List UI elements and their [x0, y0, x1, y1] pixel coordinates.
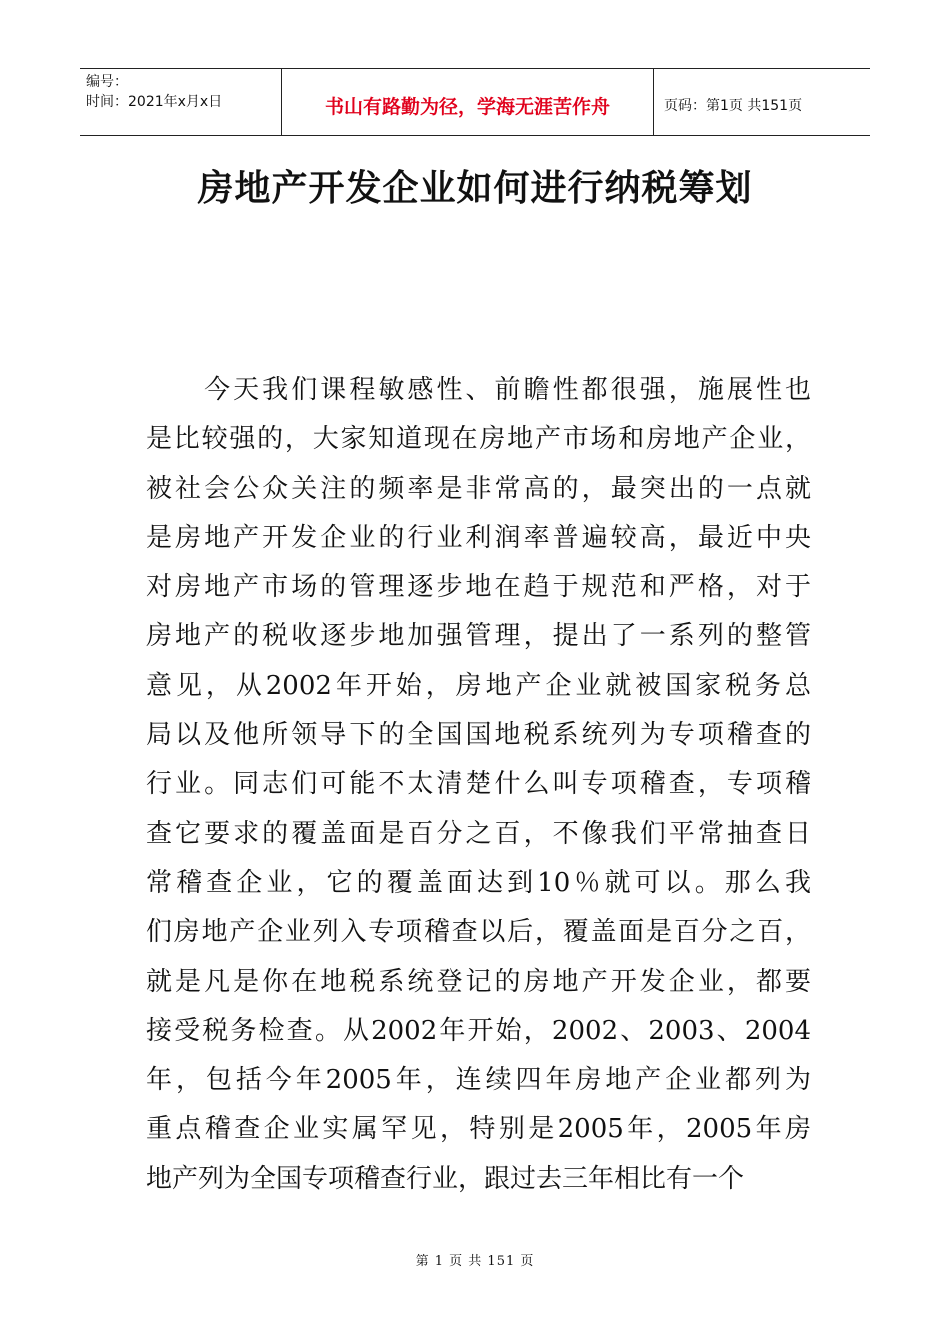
- body-line: 重点稽查企业实属罕见，特别是2005年，2005年房: [146, 1114, 811, 1145]
- body-line: 局以及他所领导下的全国国地税系统列为专项稽查的: [146, 720, 811, 751]
- body-line: 地产列为全国专项稽查行业，跟过去三年相比有一个: [146, 1163, 745, 1194]
- header-page-info: 页码：第1页 共151页: [664, 98, 803, 114]
- body-line: 查它要求的覆盖面是百分之百，不像我们平常抽查日: [146, 818, 811, 849]
- body-line: 们房地产企业列入专项稽查以后，覆盖面是百分之百，: [146, 917, 811, 948]
- body-line: 行业。同志们可能不太清楚什么叫专项稽查，专项稽: [146, 769, 811, 800]
- body-line: 被社会公众关注的频率是非常高的，最突出的一点就: [146, 473, 811, 504]
- body-line: 是比较强的，大家知道现在房地产市场和房地产企业，: [146, 424, 811, 455]
- header-meta: [80, 69, 282, 135]
- document-number-label: 编号：: [86, 74, 128, 90]
- body-line: 接受税务检查。从2002年开始，2002、2003、2004: [146, 1015, 811, 1046]
- body-line: 房地产的税收逐步地加强管理，提出了一系列的整管: [146, 621, 811, 652]
- body-line: 就是凡是你在地税系统登记的房地产开发企业，都要: [146, 966, 811, 997]
- body-line: 对房地产市场的管理逐步地在趋于规范和严格，对于: [146, 572, 811, 603]
- document-title: 房地产开发企业如何进行纳税筹划: [197, 167, 753, 209]
- page-footer: 第 1 页 共 151 页: [415, 1254, 535, 1269]
- body-line: 年，包括今年2005年，连续四年房地产企业都列为: [146, 1065, 811, 1096]
- document-time-label: 时间：2021年x月x日: [86, 94, 223, 110]
- body-line: 意见，从2002年开始，房地产企业就被国家税务总: [146, 670, 811, 701]
- header-motto: 书山有路勤为径，学海无涯苦作舟: [282, 69, 654, 135]
- page-header: [80, 68, 870, 136]
- body-line: 是房地产开发企业的行业利润率普遍较高，最近中央: [146, 522, 811, 553]
- body-line: 常稽查企业，它的覆盖面达到10％就可以。那么我: [146, 867, 811, 898]
- body-line: 今天我们课程敏感性、前瞻性都很强，施展性也: [146, 375, 811, 405]
- body-paragraph: [146, 366, 811, 1204]
